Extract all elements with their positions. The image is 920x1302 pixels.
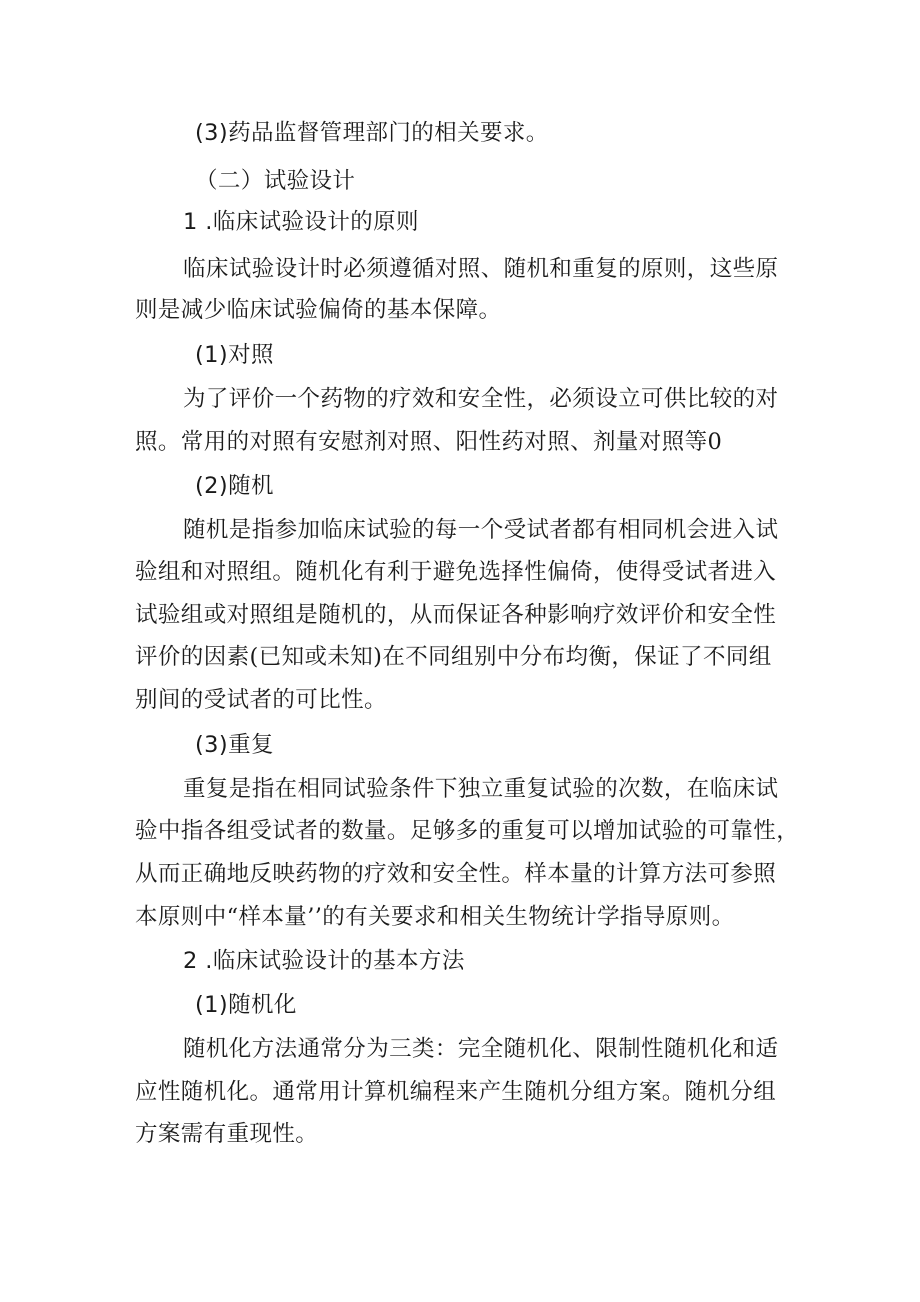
item-heading-randomization-method: (1)随机化 xyxy=(195,992,297,1018)
paragraph-line: 本原则中“样本量’’的有关要求和相关生物统计学指导原则。 xyxy=(135,904,735,930)
item-heading-randomization: (2)随机 xyxy=(195,473,274,499)
list-item-3: (3)药品监督管理部门的相关要求。 xyxy=(195,120,549,146)
paragraph-line: 临床试验设计时必须遵循对照、随机和重复的原则，这些原 xyxy=(183,256,779,282)
paragraph-line: 别间的受试者的可比性。 xyxy=(135,687,387,713)
paragraph-line: 为了评价一个药物的疗效和安全性，必须设立可供比较的对 xyxy=(183,386,779,412)
item-heading-control: (1)对照 xyxy=(195,342,274,368)
item-heading-replication: (3)重复 xyxy=(195,732,274,758)
paragraph-line: 照。常用的对照有安慰剂对照、阳性药对照、剂量对照等0 xyxy=(135,429,723,455)
paragraph-line: 则是减少临床试验偏倚的基本保障。 xyxy=(135,297,502,323)
subsection-heading-principles: 1 .临床试验设计的原则 xyxy=(183,209,419,235)
subsection-heading-basic-methods: 2 .临床试验设计的基本方法 xyxy=(183,948,465,974)
paragraph-line: 应性随机化。通常用计算机编程来产生随机分组方案。随机分组 xyxy=(135,1079,777,1105)
paragraph-line: 随机是指参加临床试验的每一个受试者都有相同机会进入试 xyxy=(183,517,779,543)
paragraph-line: 随机化方法通常分为三类：完全随机化、限制性随机化和适 xyxy=(183,1036,779,1062)
paragraph-line: 验组和对照组。随机化有利于避免选择性偏倚，使得受试者进入 xyxy=(135,559,777,585)
paragraph-line: 评价的因素(已知或未知)在不同组别中分布均衡，保证了不同组 xyxy=(135,644,772,670)
paragraph-line: 从而正确地反映药物的疗效和安全性。样本量的计算方法可参照 xyxy=(135,861,777,887)
paragraph-line: 重复是指在相同试验条件下独立重复试验的次数，在临床试 xyxy=(183,776,779,802)
section-heading-experimental-design: （二）试验设计 xyxy=(195,168,356,194)
paragraph-line: 验中指各组受试者的数量。足够多的重复可以增加试验的可靠性， xyxy=(135,818,800,844)
paragraph-line: 方案需有重现性。 xyxy=(135,1121,319,1147)
paragraph-line: 试验组或对照组是随机的，从而保证各种影响疗效评价和安全性 xyxy=(135,602,777,628)
